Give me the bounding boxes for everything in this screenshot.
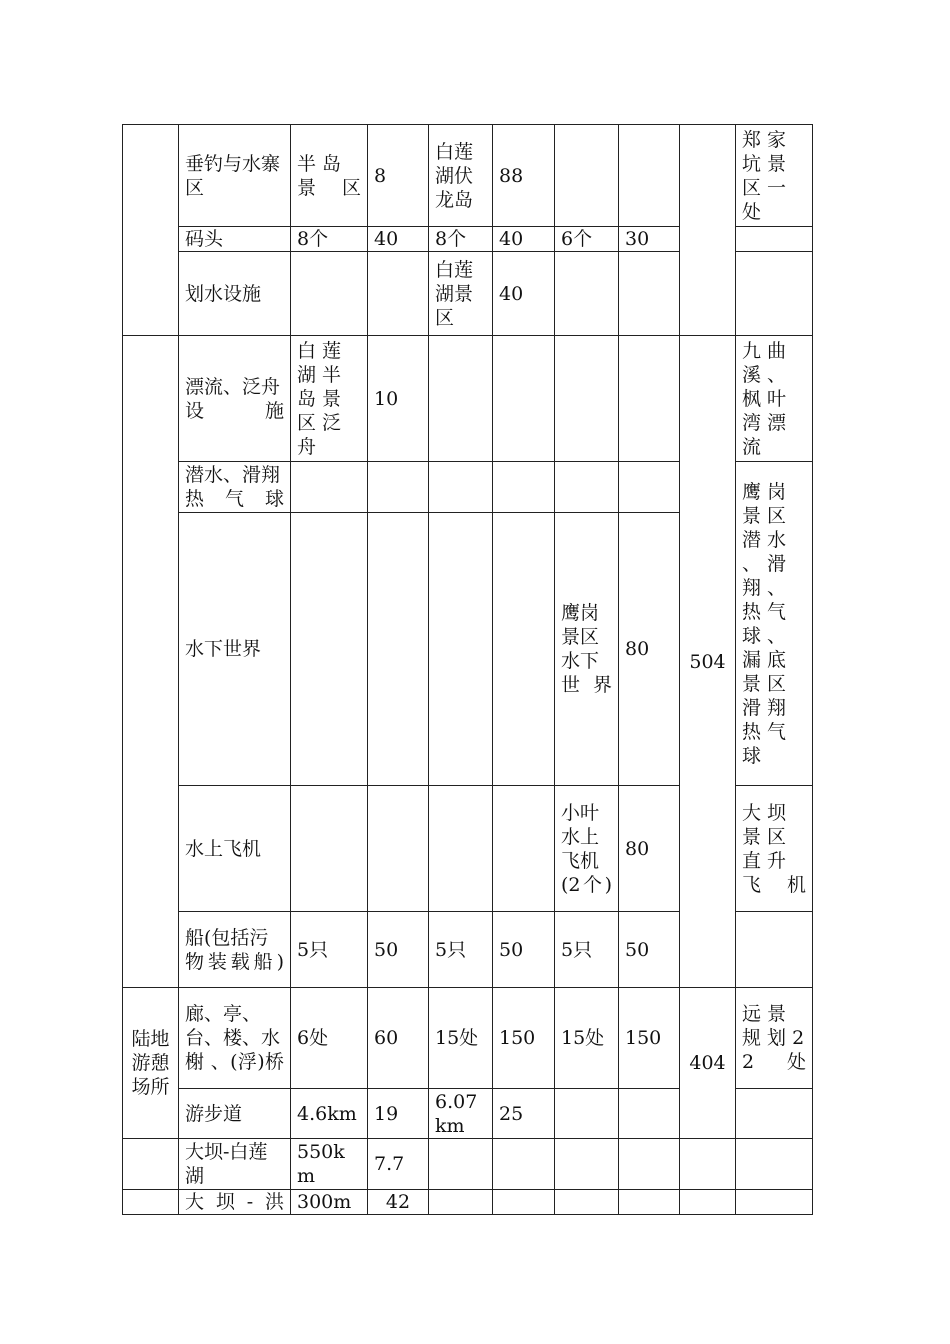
value-cell: 4.6km (291, 1089, 368, 1139)
value-cell: 50 (619, 912, 680, 988)
value-cell (555, 1190, 619, 1215)
item-cell: 垂钓与水寨区 (179, 125, 291, 227)
value-cell: 40 (368, 227, 429, 252)
value-cell: 6处 (291, 988, 368, 1089)
note-cell (736, 912, 813, 988)
value-cell: 50 (368, 912, 429, 988)
value-cell (555, 252, 619, 336)
value-cell (493, 513, 555, 786)
value-cell (555, 125, 619, 227)
value-cell (555, 462, 619, 513)
value-cell (429, 462, 493, 513)
value-cell (368, 513, 429, 786)
item-cell: 船(包括污物装载船) (179, 912, 291, 988)
table-row (123, 125, 813, 227)
value-cell (619, 252, 680, 336)
category-cell (123, 1139, 179, 1190)
value-cell (429, 513, 493, 786)
note-cell: 郑 家 坑 景 区 一 处 (736, 125, 813, 227)
total-cell: 504 (680, 336, 736, 988)
note-cell (736, 1139, 813, 1190)
total-cell: 404 (680, 988, 736, 1139)
value-cell: 30 (619, 227, 680, 252)
value-cell (291, 513, 368, 786)
item-cell: 划水设施 (179, 252, 291, 336)
value-cell: 5只 (429, 912, 493, 988)
value-cell (291, 252, 368, 336)
category-cell (123, 336, 179, 988)
value-cell (429, 1190, 493, 1215)
data-table (122, 124, 813, 1215)
item-cell: 游步道 (179, 1089, 291, 1139)
category-cell (123, 125, 179, 336)
value-cell (493, 1190, 555, 1215)
value-cell (368, 786, 429, 912)
value-cell (493, 462, 555, 513)
value-cell: 60 (368, 988, 429, 1089)
value-cell: 6.07km (429, 1089, 493, 1139)
item-cell: 漂流、泛舟设施 (179, 336, 291, 462)
table-row (123, 336, 813, 462)
note-cell: 九 曲 溪 、 枫 叶 湾 漂 流 (736, 336, 813, 462)
value-cell (291, 786, 368, 912)
value-cell: 42 (368, 1190, 429, 1215)
value-cell: 5只 (291, 912, 368, 988)
item-cell: 廊、亭、台、楼、水 榭 、(浮)桥 (179, 988, 291, 1089)
value-cell (555, 1139, 619, 1190)
value-cell: 80 (619, 513, 680, 786)
value-cell: 白 莲 湖 半 岛 景 区 泛 舟 (291, 336, 368, 462)
value-cell (555, 1089, 619, 1139)
value-cell: 550km (291, 1139, 368, 1190)
value-cell: 88 (493, 125, 555, 227)
note-cell: 大 坝 景 区 直 升 飞机 (736, 786, 813, 912)
value-cell (368, 252, 429, 336)
category-cell: 陆地游憩场所 (123, 988, 179, 1139)
value-cell (429, 1139, 493, 1190)
item-cell: 水上飞机 (179, 786, 291, 912)
total-cell (680, 1190, 736, 1215)
value-cell (429, 336, 493, 462)
value-cell (291, 462, 368, 513)
value-cell: 80 (619, 786, 680, 912)
value-cell: 300m (291, 1190, 368, 1215)
item-cell: 码头 (179, 227, 291, 252)
value-cell: 25 (493, 1089, 555, 1139)
note-cell: 鹰 岗 景 区 潜 水 、 滑 翔 、 热 气 球 、 漏 底 景 区 滑 翔 热 气 球 (736, 462, 813, 786)
value-cell (493, 336, 555, 462)
value-cell: 6个 (555, 227, 619, 252)
value-cell (619, 1190, 680, 1215)
value-cell: 150 (619, 988, 680, 1089)
value-cell: 鹰岗景区水下世界 (555, 513, 619, 786)
value-cell (619, 1089, 680, 1139)
value-cell: 150 (493, 988, 555, 1089)
value-cell (368, 462, 429, 513)
value-cell: 19 (368, 1089, 429, 1139)
value-cell (619, 336, 680, 462)
value-cell (493, 1139, 555, 1190)
total-cell (680, 125, 736, 336)
note-cell (736, 227, 813, 252)
table-row (123, 1139, 813, 1190)
value-cell: 小叶水上飞机(2个) (555, 786, 619, 912)
category-cell (123, 1190, 179, 1215)
value-cell: 白莲湖伏龙岛 (429, 125, 493, 227)
value-cell: 50 (493, 912, 555, 988)
value-cell: 40 (493, 227, 555, 252)
item-cell: 潜水、滑翔热气球 (179, 462, 291, 513)
note-cell (736, 1089, 813, 1139)
value-cell: 8个 (429, 227, 493, 252)
value-cell: 15处 (429, 988, 493, 1089)
item-cell: 大坝-白莲湖 (179, 1139, 291, 1190)
value-cell (619, 1139, 680, 1190)
note-cell (736, 252, 813, 336)
value-cell: 8个 (291, 227, 368, 252)
table-row (123, 1190, 813, 1215)
item-cell: 水下世界 (179, 513, 291, 786)
value-cell: 40 (493, 252, 555, 336)
item-cell: 大坝-洪 (179, 1190, 291, 1215)
value-cell (619, 462, 680, 513)
value-cell (619, 125, 680, 227)
value-cell: 5只 (555, 912, 619, 988)
table-row (123, 988, 813, 1089)
value-cell: 8 (368, 125, 429, 227)
value-cell: 7.7 (368, 1139, 429, 1190)
value-cell: 10 (368, 336, 429, 462)
value-cell: 白莲湖景区 (429, 252, 493, 336)
note-cell (736, 1190, 813, 1215)
value-cell (429, 786, 493, 912)
value-cell: 15处 (555, 988, 619, 1089)
total-cell (680, 1139, 736, 1190)
note-cell: 远 景 规 划 22处 (736, 988, 813, 1089)
value-cell (493, 786, 555, 912)
value-cell: 半 岛 景区 (291, 125, 368, 227)
value-cell (555, 336, 619, 462)
